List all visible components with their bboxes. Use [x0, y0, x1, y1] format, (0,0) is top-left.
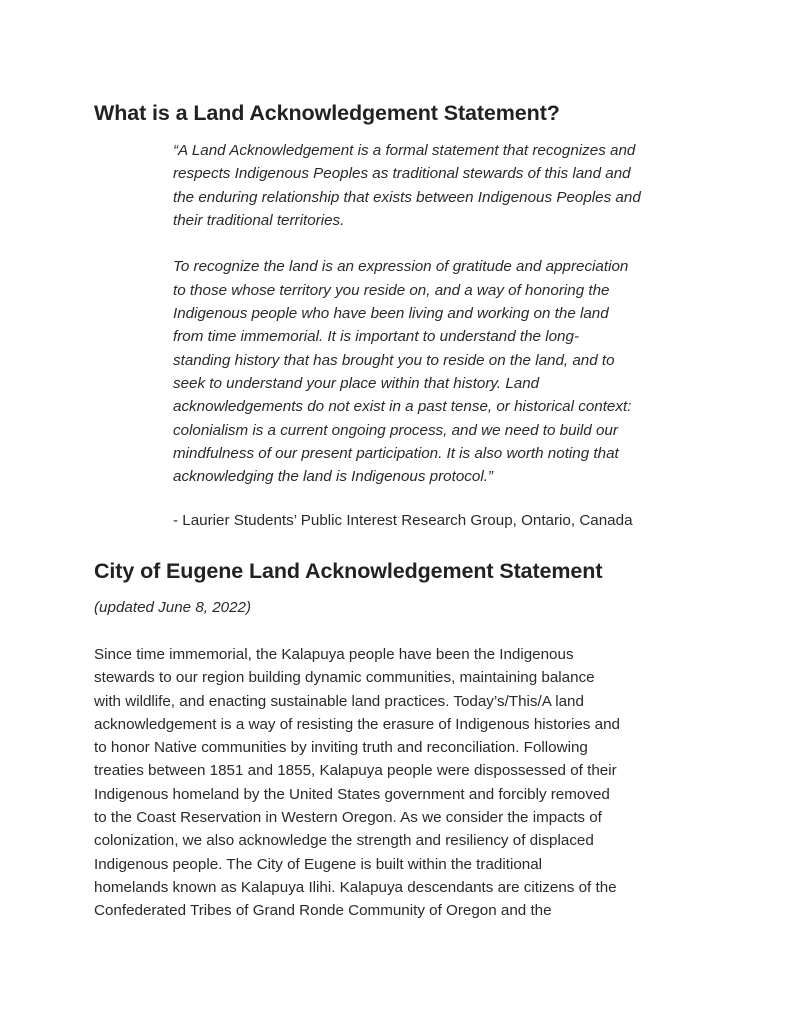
body-line: colonization, we also acknowledge the strength and resiliency of displaced [94, 832, 594, 850]
quote-line: their traditional territories. [173, 211, 345, 229]
eugene-acknowledgement-body [94, 643, 714, 923]
body-line: treaties between 1851 and 1855, Kalapuya people were dispossessed of their [94, 762, 617, 780]
quote-line: To recognize the land is an expression of gratitude and appreciation [173, 258, 629, 276]
body-line: to the Coast Reservation in Western Oregon. As we consider the impacts of [94, 809, 602, 827]
quote-line: “A Land Acknowledgement is a formal statement that recognizes and [173, 142, 636, 159]
quote-attribution: - Laurier Students’ Public Interest Research Group, Ontario, Canada [173, 512, 633, 529]
quote-line: standing history that has brought you to reside on the land, and to [173, 351, 615, 369]
quote-line: mindfulness of our present participation. It is also worth noting that [173, 444, 619, 462]
quote-line: colonialism is a current ongoing process, and we need to build our [173, 421, 618, 439]
quote-line: seek to understand your place within that history. Land [173, 374, 540, 392]
body-line: acknowledgement is a way of resisting the erasure of Indigenous histories and [94, 715, 620, 733]
section-heading-what-is-land-acknowledgement: What is a Land Acknowledgement Statement? [94, 101, 560, 125]
quote-line: the enduring relationship that exists between Indigenous Peoples and [173, 188, 641, 206]
quote-line: respects Indigenous Peoples as traditional stewards of this land and [173, 165, 631, 183]
quote-line: to those whose territory you reside on, and a way of honoring the [173, 281, 610, 299]
quote-paragraph-1 [173, 139, 713, 232]
body-line: homelands known as Kalapuya Ilihi. Kalapuya descendants are citizens of the [94, 878, 617, 896]
section-heading-city-of-eugene: City of Eugene Land Acknowledgement Statement [94, 559, 603, 583]
quote-line: acknowledgements do not exist in a past tense, or historical context: [173, 398, 632, 416]
quote-line: acknowledging the land is Indigenous protocol.” [173, 468, 493, 486]
body-line: Confederated Tribes of Grand Ronde Community of Oregon and the [94, 902, 552, 920]
quote-paragraph-2 [173, 255, 713, 488]
body-line: to honor Native communities by inviting truth and reconciliation. Following [94, 739, 588, 757]
quote-line: from time immemorial. It is important to understand the long- [173, 328, 579, 346]
body-line: Indigenous people. The City of Eugene is built within the traditional [94, 855, 543, 873]
updated-date-note: (updated June 8, 2022) [94, 599, 252, 616]
land-acknowledgement-definition-quote [173, 139, 713, 488]
body-line: Indigenous homeland by the United States government and forcibly removed [94, 785, 610, 803]
quote-line: Indigenous people who have been living and working on the land [173, 305, 609, 323]
body-line: Since time immemorial, the Kalapuya people have been the Indigenous [94, 646, 574, 663]
body-line: stewards to our region building dynamic communities, maintaining balance [94, 669, 595, 687]
body-line: with wildlife, and enacting sustainable land practices. Today’s/This/A land [94, 692, 584, 710]
